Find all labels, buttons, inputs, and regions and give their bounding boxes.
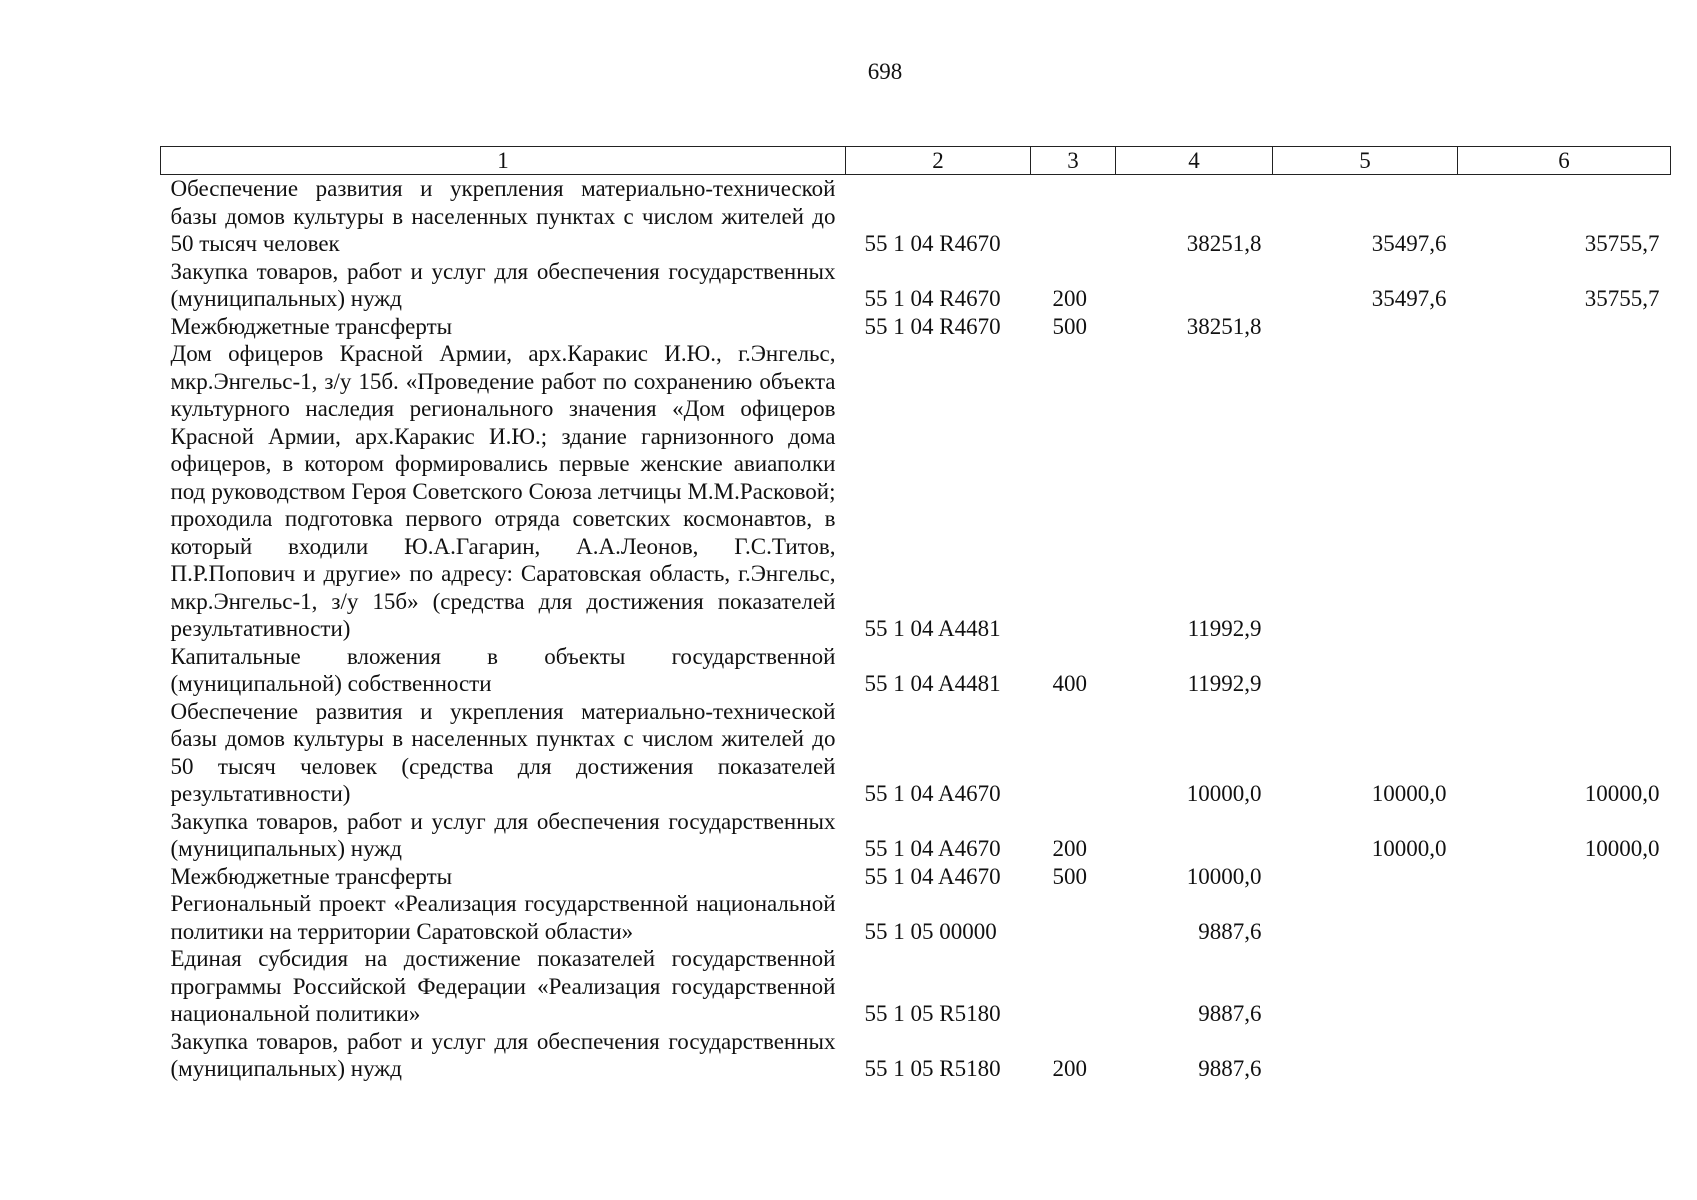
- row-expense-type: 400: [1052, 671, 1087, 696]
- row-target-code: 55 1 04 R4670: [864, 231, 1001, 256]
- row-value-col6: 10000,0: [1584, 836, 1660, 861]
- table-row: [161, 313, 1671, 341]
- row-value-col4: [1116, 258, 1273, 313]
- table-row: [161, 890, 1671, 945]
- row-value-col6: 35755,7: [1584, 286, 1660, 311]
- row-value-col5: [1273, 863, 1458, 891]
- row-expense-type: [1031, 890, 1116, 945]
- table-row: [161, 1028, 1671, 1083]
- row-value-col4: 38251,8: [1186, 313, 1262, 339]
- row-name: Обеспечение развития и укрепления материально-технической базы домов культуры в населенных пунктах с числом жителей до 50 тысяч человек (средства для достижения показателей результативности): [170, 698, 836, 806]
- row-target-code: 55 1 04 R4670: [864, 313, 1001, 339]
- column-header-6: 6: [1458, 147, 1671, 175]
- budget-table: [160, 146, 1671, 1083]
- row-name: Межбюджетные трансферты: [170, 863, 453, 889]
- row-name: Капитальные вложения в объекты государственной (муниципальной) собственности: [170, 643, 836, 696]
- row-name: Региональный проект «Реализация государственной национальной политики на территории Саратовской области»: [170, 891, 836, 944]
- row-expense-type: [1031, 945, 1116, 1028]
- row-value-col6: [1458, 340, 1671, 643]
- row-expense-type: [1031, 698, 1116, 808]
- row-value-col6: [1458, 863, 1671, 891]
- row-name: Закупка товаров, работ и услуг для обеспечения государственных (муниципальных) нужд: [170, 1028, 836, 1081]
- row-value-col6: [1458, 643, 1671, 698]
- table-row: [161, 258, 1671, 313]
- row-name: Межбюджетные трансферты: [170, 313, 453, 339]
- row-value-col6: [1458, 1028, 1671, 1083]
- row-value-col6: 10000,0: [1584, 781, 1660, 806]
- row-target-code: 55 1 04 A4481: [864, 616, 1001, 641]
- row-value-col5: 35497,6: [1371, 286, 1447, 311]
- column-header-2: 2: [846, 147, 1031, 175]
- row-value-col4: 11992,9: [1187, 671, 1262, 696]
- row-value-col6: [1458, 313, 1671, 341]
- row-expense-type: 500: [1052, 313, 1087, 339]
- row-expense-type: [1031, 340, 1116, 643]
- row-value-col4: 10000,0: [1186, 781, 1262, 806]
- row-value-col5: 35497,6: [1371, 231, 1447, 256]
- row-value-col5: [1273, 1028, 1458, 1083]
- row-target-code: 55 1 04 R4670: [864, 286, 1001, 311]
- row-value-col6: [1458, 890, 1671, 945]
- row-target-code: 55 1 04 A4670: [864, 863, 1001, 889]
- row-expense-type: 200: [1052, 836, 1087, 861]
- row-value-col4: 38251,8: [1186, 231, 1262, 256]
- row-target-code: 55 1 04 A4670: [864, 781, 1001, 806]
- table-row: [161, 863, 1671, 891]
- row-name: Закупка товаров, работ и услуг для обеспечения государственных (муниципальных) нужд: [170, 808, 836, 861]
- row-target-code: 55 1 04 A4670: [864, 836, 1001, 861]
- row-value-col4: [1116, 808, 1273, 863]
- table-row: [161, 643, 1671, 698]
- row-value-col5: [1273, 340, 1458, 643]
- row-expense-type: 200: [1052, 1056, 1087, 1081]
- row-value-col5: [1273, 643, 1458, 698]
- table-row: [161, 340, 1671, 643]
- page-number: 698: [867, 59, 903, 84]
- row-target-code: 55 1 05 R5180: [864, 1001, 1001, 1026]
- column-header-3: 3: [1031, 147, 1116, 175]
- row-value-col5: [1273, 313, 1458, 341]
- row-expense-type: [1031, 175, 1116, 258]
- table-header: [161, 147, 1671, 175]
- row-name: Дом офицеров Красной Армии, арх.Каракис И.Ю., г.Энгельс, мкр.Энгельс-1, з/у 15б. «Проведение работ по сохранению объекта культурного наследия регионального значения «Дом офицеров Красной Армии, арх.Каракис И.Ю.; здание гарнизонного дома офицеров, в котором формировались первые женские авиаполки под руководством Героя Советского Союза летчицы М.М.Расковой; проходила подготовка первого отряда советских космонавтов, в который входили Ю.А.Гагарин, А.А.Леонов, Г.С.Титов, П.Р.Попович и другие» по адресу: Саратовская область, г.Энгельс, мкр.Энгельс-1, з/у 15б» (средства для достижения показателей результативности): [170, 341, 836, 641]
- header-row: [161, 147, 1671, 175]
- table-row: [161, 698, 1671, 808]
- row-value-col5: 10000,0: [1371, 781, 1447, 806]
- column-header-1: 1: [161, 147, 846, 175]
- row-expense-type: 200: [1052, 286, 1087, 311]
- row-value-col4: 11992,9: [1187, 616, 1262, 641]
- table-row: [161, 945, 1671, 1028]
- row-value-col4: 9887,6: [1198, 918, 1262, 944]
- row-value-col4: 10000,0: [1186, 863, 1262, 889]
- column-header-5: 5: [1273, 147, 1458, 175]
- row-value-col5: [1273, 890, 1458, 945]
- row-value-col5: 10000,0: [1371, 836, 1447, 861]
- row-target-code: 55 1 04 A4481: [864, 671, 1001, 696]
- row-value-col5: [1273, 945, 1458, 1028]
- row-expense-type: 500: [1052, 863, 1087, 889]
- table-body: [161, 175, 1671, 1083]
- row-name: Обеспечение развития и укрепления материально-технической базы домов культуры в населенных пунктах с числом жителей до 50 тысяч человек: [170, 176, 836, 256]
- row-value-col4: 9887,6: [1198, 1001, 1262, 1026]
- column-header-4: 4: [1116, 147, 1273, 175]
- table-row: [161, 808, 1671, 863]
- row-value-col4: 9887,6: [1198, 1056, 1262, 1081]
- row-value-col6: 35755,7: [1584, 231, 1660, 256]
- row-target-code: 55 1 05 R5180: [864, 1056, 1001, 1081]
- row-name: Закупка товаров, работ и услуг для обеспечения государственных (муниципальных) нужд: [170, 258, 836, 311]
- table-row: [161, 175, 1671, 258]
- row-target-code: 55 1 05 00000: [864, 918, 997, 944]
- row-name: Единая субсидия на достижение показателей государственной программы Российской Федерации «Реализация государственной национальной политики»: [170, 946, 836, 1026]
- row-value-col6: [1458, 945, 1671, 1028]
